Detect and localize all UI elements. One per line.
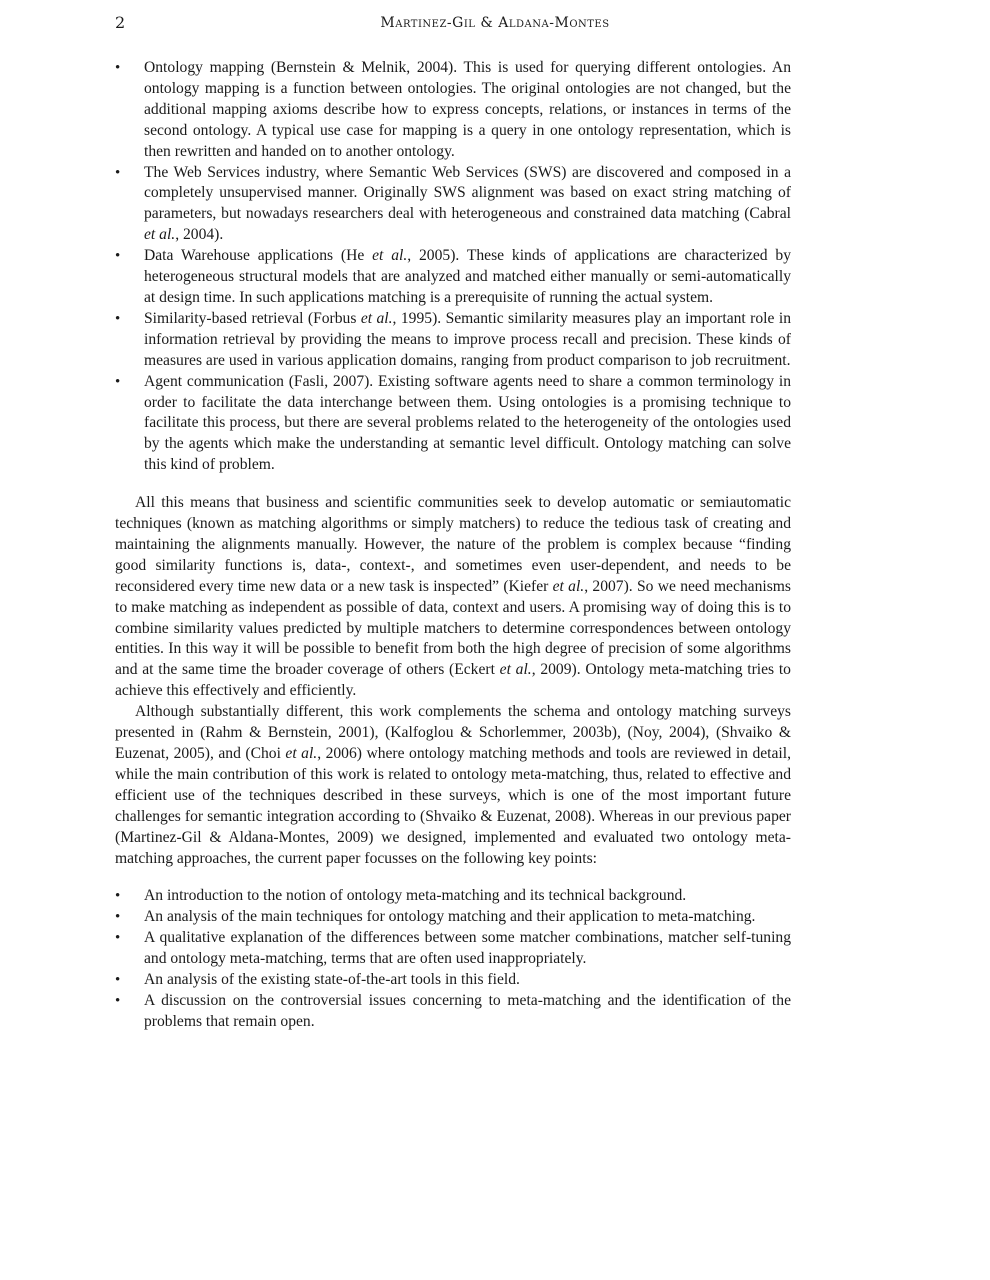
body-paragraph: Although substantially different, this work complements the schema and ontology matching surveys presented in (Rahm & Bernstein, 2001), (Kalfoglou & Schorlemmer, 2003b), (Noy, 2004), (Shvaiko & Euzenat, 2005), and (Choi et al., 2006) where ontology matching methods and tools are reviewed in detail, while the main contribution of this work is related to ontology meta-matching, thus, related to effective and efficient use of the techniques described in these surveys, which is one of the most important future challenges for semantic integration according to (Shvaiko & Euzenat, 2008). Whereas in our previous paper (Martinez-Gil & Aldana-Montes, 2009) we designed, implemented and evaluated two ontology meta-matching approaches, the current paper focusses on the following key points:	[115, 703, 791, 867]
list-item: • A discussion on the controversial issues concerning to meta-matching and the identification of the problems that remain open.	[115, 991, 791, 1033]
running-head: Martinez-Gil & Aldana-Montes	[380, 15, 610, 31]
list-item: • An analysis of the existing state-of-the-art tools in this field.	[115, 970, 791, 991]
list-item: • The Web Services industry, where Semantic Web Services (SWS) are discovered and composed in a completely unsupervised manner. Originally SWS alignment was based on exact string matching of parameters, but nowadays researchers deal with heterogeneous and constrained data matching (Cabral et al., 2004).	[115, 163, 791, 247]
applications-list	[115, 58, 791, 476]
spacer	[115, 869, 791, 886]
page-number: 2	[115, 13, 126, 32]
list-item: • Similarity-based retrieval (Forbus et al., 1995). Semantic similarity measures play an important role in information retrieval by providing the means to improve process recall and precision. These kinds of measures are used in various application domains, ranging from product comparison to job recruitment.	[115, 309, 791, 372]
body-paragraph: All this means that business and scientific communities seek to develop automatic or semiautomatic techniques (known as matching algorithms or simply matchers) to reduce the tedious task of creating and maintaining the alignments manually. However, the nature of the problem is complex because “finding good similarity functions is, data-, context-, and sometimes even user-dependent, and needs to be reconsidered every time new data or a new task is inspected” (Kiefer et al., 2007). So we need mechanisms to make matching as independent as possible of data, context and users. A promising way of doing this is to combine similarity values predicted by multiple matchers to determine correspondences between ontology entities. In this way it will be possible to benefit from both the high degree of precision of some algorithms and at the same time the broader coverage of others (Eckert et al., 2009). Ontology meta-matching tries to achieve this effectively and efficiently.	[115, 494, 792, 700]
spacer	[115, 476, 791, 493]
list-item: • An analysis of the main techniques for ontology matching and their application to meta-matching.	[115, 907, 791, 928]
list-item: • An introduction to the notion of ontology meta-matching and its technical background.	[115, 886, 791, 907]
list-item: • A qualitative explanation of the differences between some matcher combinations, matcher self-tuning and ontology meta-matching, terms that are often used inappropriately.	[115, 928, 791, 970]
list-item: • Agent communication (Fasli, 2007). Existing software agents need to share a common terminology in order to facilitate the data interchange between them. Using ontologies is a promising technique to facilitate this process, but there are several problems related to the heterogeneity of the ontologies used by the agents which make the understanding at semantic level difficult. Ontology matching can solve this kind of problem.	[115, 372, 791, 477]
page-body	[115, 58, 791, 1033]
key-points-list	[115, 886, 791, 1032]
list-item: • Ontology mapping (Bernstein & Melnik, 2004). This is used for querying different ontologies. An ontology mapping is a function between ontologies. The original ontologies are not changed, but the additional mapping axioms describe how to express concepts, relations, or instances in terms of the second ontology. A typical use case for mapping is a query in one ontology representation, which is then rewritten and handed on to another ontology.	[115, 58, 791, 163]
list-item: • Data Warehouse applications (He et al., 2005). These kinds of applications are characterized by heterogeneous structural models that are analyzed and matched either manually or semi-automatically at design time. In such applications matching is a prerequisite of running the actual system.	[115, 246, 791, 309]
